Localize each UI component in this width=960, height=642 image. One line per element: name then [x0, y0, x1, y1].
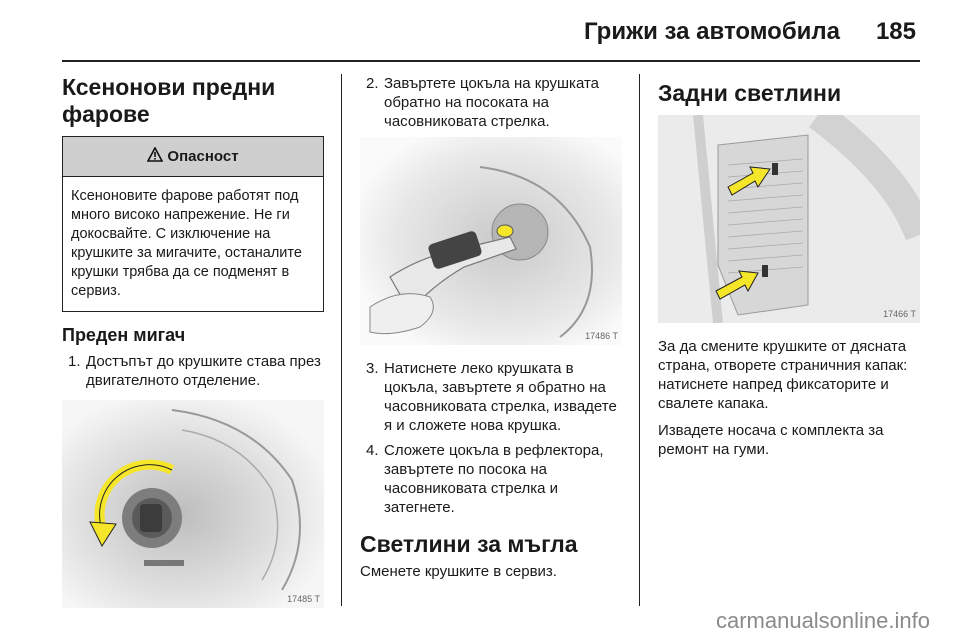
step-text: Сложете цокъла в рефлектора, завъртете по посока на часовниковата стрелка и затегнете.: [384, 442, 604, 516]
step-number: 3.: [366, 360, 379, 377]
page-header: [62, 14, 920, 62]
steps-list-2a: [360, 74, 622, 131]
header-rule: [62, 60, 920, 62]
column-divider-1: [341, 74, 342, 606]
warning-title: Опасност: [167, 148, 239, 165]
steps-list-2b: [360, 359, 622, 517]
step-text: Натиснете леко крушката в цокъла, завъртете я обратно на часовниковата стрелка, извадете я и сложете нова крушка.: [384, 360, 617, 434]
fog-light-text: Сменете крушките в сервиз.: [360, 563, 557, 580]
photo-code: 17485 T: [287, 594, 320, 604]
subheading-front-indicator: Преден мигач: [62, 325, 186, 345]
list-item: [360, 359, 622, 435]
page-number: 185: [875, 18, 916, 45]
step-text: Достъпът до крушките става през двигателното отделение.: [86, 353, 321, 389]
engine-bay-illustration: [62, 400, 324, 608]
warning-text: Ксеноновите фарове работят под много високо напрежение. Не ги докосвайте. С изключение на крушките за мигачите, останалите крушки трябва да се подменят в сервиз.: [71, 188, 302, 299]
section-heading-xenon: Ксенонови предни фарове: [62, 74, 276, 127]
steps-list-1: [62, 352, 324, 390]
column-divider-2: [639, 74, 640, 606]
watermark: carmanualsonline.info: [715, 608, 930, 633]
step-number: 1.: [68, 353, 81, 370]
column-2: [360, 74, 622, 581]
photo-code: 17466 T: [883, 309, 916, 319]
photo-front-indicator: [62, 400, 324, 608]
warning-triangle-icon: [147, 147, 163, 166]
warning-header: [63, 137, 323, 177]
section-heading-rear-lights: Задни светлини: [658, 80, 842, 106]
rear-light-text-2: Извадете носача с комплекта за ремонт на гуми.: [658, 422, 884, 458]
side-panel-illustration: [658, 115, 920, 323]
step-number: 4.: [366, 442, 379, 459]
header-title: Грижи за автомобила: [583, 18, 840, 45]
photo-rear-lights: [658, 115, 920, 323]
warning-box: [62, 136, 324, 312]
bulb-removal-illustration: [360, 137, 622, 345]
photo-code: 17486 T: [585, 331, 618, 341]
column-3: [658, 74, 920, 459]
step-number: 2.: [366, 75, 379, 92]
list-item: [360, 74, 622, 131]
section-heading-fog: Светлини за мъгла: [360, 531, 578, 557]
rear-light-text-1: За да смените крушките от дясната страна, отворете страничния капак: натиснете напред фиксаторите и свалете капака.: [658, 338, 908, 412]
photo-bulb-removal: [360, 137, 622, 345]
step-text: Завъртете цокъла на крушката обратно на посоката на часовниковата стрелка.: [384, 75, 599, 130]
list-item: [62, 352, 324, 390]
column-1: [62, 74, 324, 608]
list-item: [360, 441, 622, 517]
